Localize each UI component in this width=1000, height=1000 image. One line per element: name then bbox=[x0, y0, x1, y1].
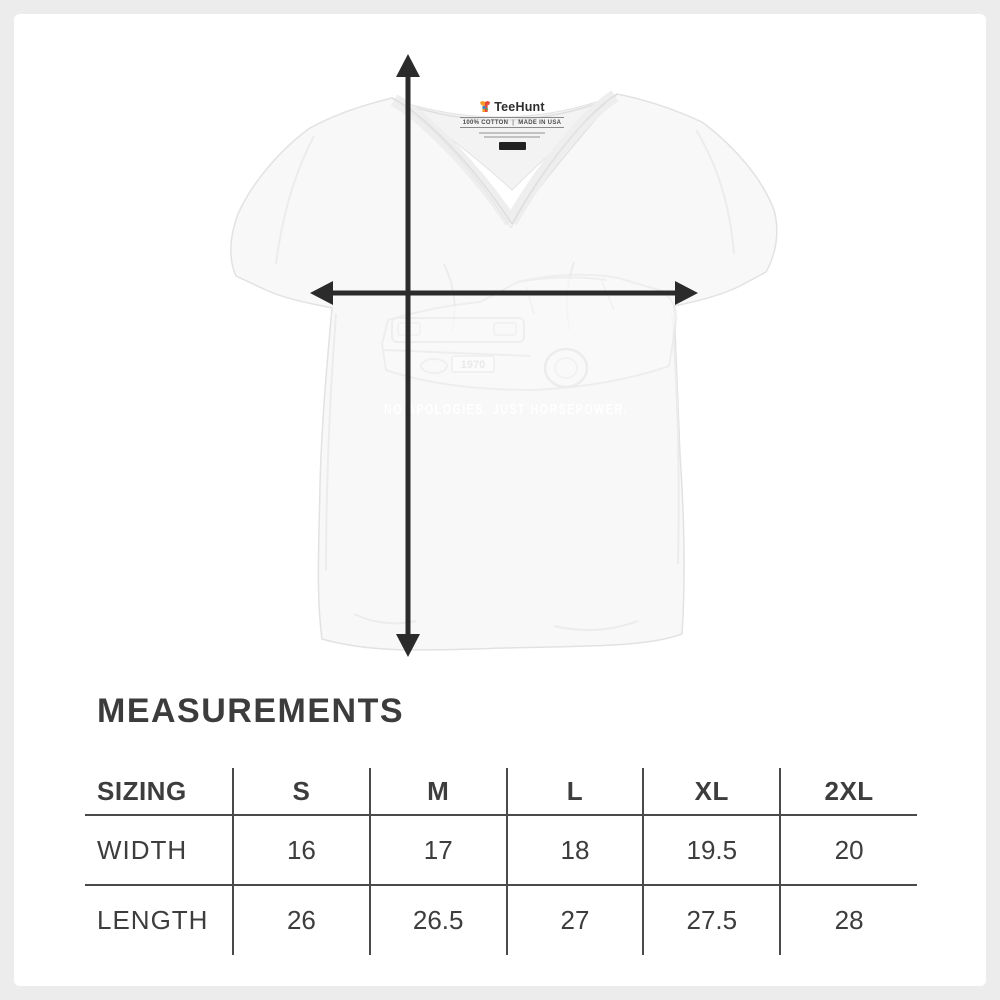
length-arrow bbox=[396, 54, 420, 657]
tag-brand-name: TeeHunt bbox=[494, 100, 545, 114]
product-card bbox=[14, 14, 986, 986]
measurements-heading: MEASUREMENTS bbox=[97, 692, 405, 730]
size-header-m: M bbox=[370, 768, 507, 815]
width-row bbox=[85, 815, 917, 885]
size-table bbox=[85, 768, 917, 955]
length-value-2xl: 28 bbox=[780, 885, 917, 955]
tag-separator: | bbox=[512, 119, 515, 126]
tag-origin: MADE IN USA bbox=[518, 119, 562, 126]
width-value-m: 17 bbox=[370, 815, 507, 885]
license-plate-text: 1970 bbox=[460, 359, 486, 371]
length-value-xl: 27.5 bbox=[643, 885, 780, 955]
length-label-cell: LENGTH bbox=[85, 885, 233, 955]
length-value-m: 26.5 bbox=[370, 885, 507, 955]
width-value-xl: 19.5 bbox=[643, 815, 780, 885]
width-arrow bbox=[310, 281, 698, 305]
size-header-s: S bbox=[233, 768, 370, 815]
size-header-l: L bbox=[507, 768, 644, 815]
width-value-s: 16 bbox=[233, 815, 370, 885]
width-label-cell: WIDTH bbox=[85, 815, 233, 885]
sizing-header-row bbox=[85, 768, 917, 815]
size-header-2xl: 2XL bbox=[780, 768, 917, 815]
shirt-slogan-text: NO APOLOGIES. JUST HORSEPOWER. bbox=[384, 401, 628, 418]
width-value-l: 18 bbox=[507, 815, 644, 885]
measurement-arrows bbox=[14, 14, 986, 674]
shirt-photo-area bbox=[14, 14, 986, 674]
length-row bbox=[85, 885, 917, 955]
length-value-l: 27 bbox=[507, 885, 644, 955]
length-value-s: 26 bbox=[233, 885, 370, 955]
size-header-xl: XL bbox=[643, 768, 780, 815]
width-value-2xl: 20 bbox=[780, 815, 917, 885]
tag-material: 100% COTTON bbox=[462, 119, 509, 126]
sizing-label-cell: SIZING bbox=[97, 775, 187, 806]
